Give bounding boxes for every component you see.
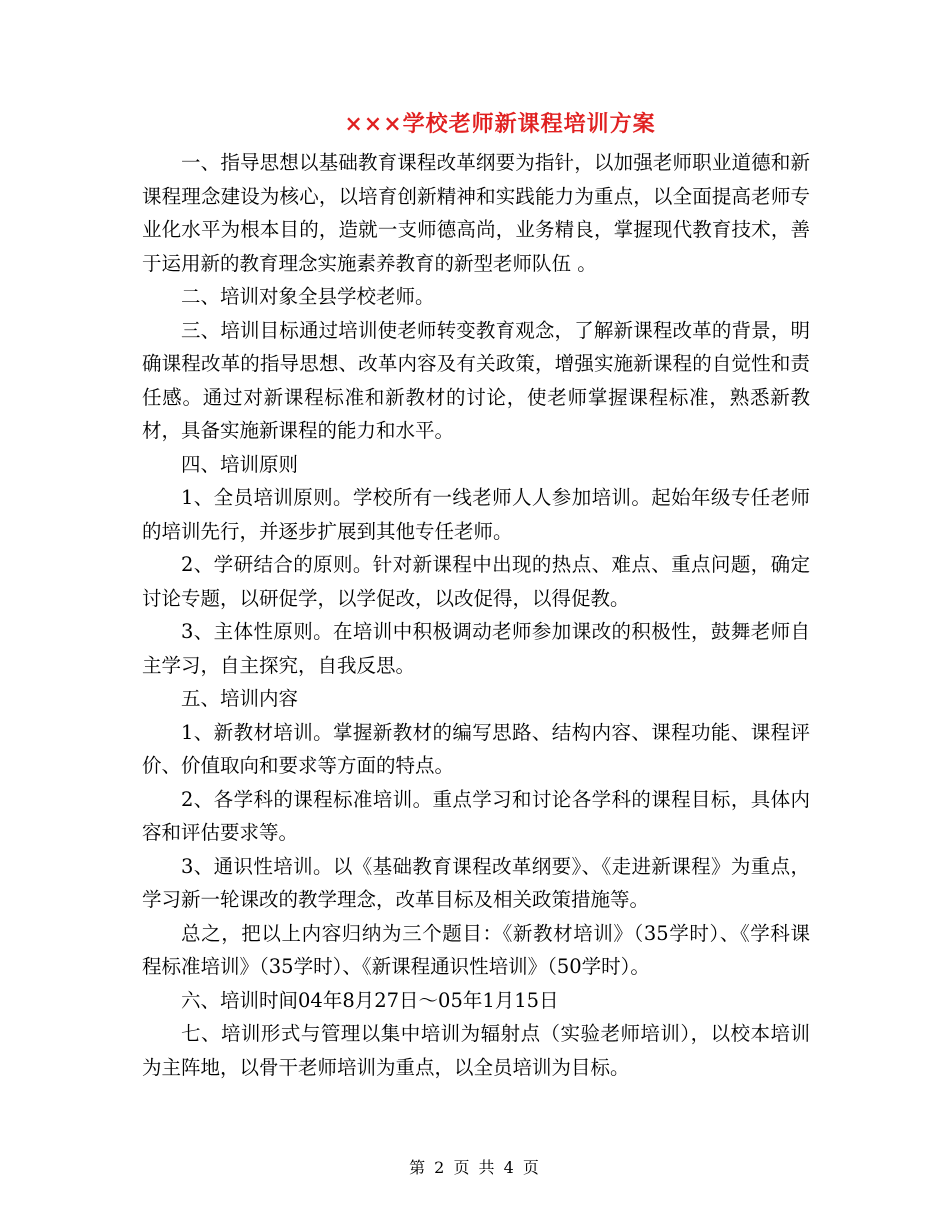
document-title: ×××学校老师新课程培训方案 bbox=[344, 111, 656, 137]
paragraph-content-1: 1、新教材培训。掌握新教材的编写思路、结构内容、课程功能、课程评价、价值取向和要求等方面的特点。 bbox=[142, 720, 810, 777]
paragraph-summary: 总之，把以上内容归纳为三个题目：《新教材培训》（35学时）、《学科课程标准培训》（35学时）、《新课程通识性培训》（50学时）。 bbox=[142, 921, 810, 978]
paragraph-training-time: 六、培训时间04年8月27日～05年1月15日 bbox=[181, 988, 559, 1012]
paragraph-principle-1: 1、全员培训原则。学校所有一线老师人人参加培训。起始年级专任老师的培训先行，并逐步扩展到其他专任老师。 bbox=[142, 486, 810, 543]
paragraph-guiding-ideology: 一、指导思想以基础教育课程改革纲要为指针，以加强老师职业道德和新课程理念建设为核心，以培育创新精神和实践能力为重点，以全面提高老师专业化水平为根本目的，造就一支师德高尚，业务精良，掌握现代教育技术，善于运用新的教育理念实施素养教育的新型老师队伍 。 bbox=[142, 151, 810, 275]
paragraph-content-2: 2、各学科的课程标准培训。重点学习和讨论各学科的课程目标，具体内容和评估要求等。 bbox=[142, 787, 810, 844]
paragraph-training-goals: 三、培训目标通过培训使老师转变教育观念，了解新课程改革的背景，明确课程改革的指导思想、改革内容及有关政策，增强实施新课程的自觉性和责任感。通过对新课程标准和新教材的讨论，使老师掌握课程标准，熟悉新教材，具备实施新课程的能力和水平。 bbox=[142, 318, 810, 442]
heading-training-content: 五、培训内容 bbox=[181, 687, 299, 710]
paragraph-content-3: 3、通识性培训。以《基础教育课程改革纲要》、《走进新课程》为重点，学习新一轮课改的教学理念，改革目标及相关政策措施等。 bbox=[142, 854, 810, 911]
paragraph-principle-3: 3、主体性原则。在培训中积极调动老师参加课改的积极性，鼓舞老师自主学习，自主探究，自我反思。 bbox=[142, 620, 810, 677]
paragraph-training-form: 七、培训形式与管理以集中培训为辐射点（实验老师培训），以校本培训为主阵地，以骨干老师培训为重点，以全员培训为目标。 bbox=[142, 1022, 810, 1079]
paragraph-principle-2: 2、学研结合的原则。针对新课程中出现的热点、难点、重点问题，确定讨论专题，以研促学，以学促改，以改促得，以得促教。 bbox=[142, 553, 810, 610]
document-body bbox=[142, 146, 810, 1084]
page-number-footer: 第 2 页 共 4 页 bbox=[409, 1158, 541, 1177]
heading-training-principles: 四、培训原则 bbox=[181, 452, 299, 476]
paragraph-training-target-audience: 二、培训对象全县学校老师。 bbox=[181, 285, 435, 308]
